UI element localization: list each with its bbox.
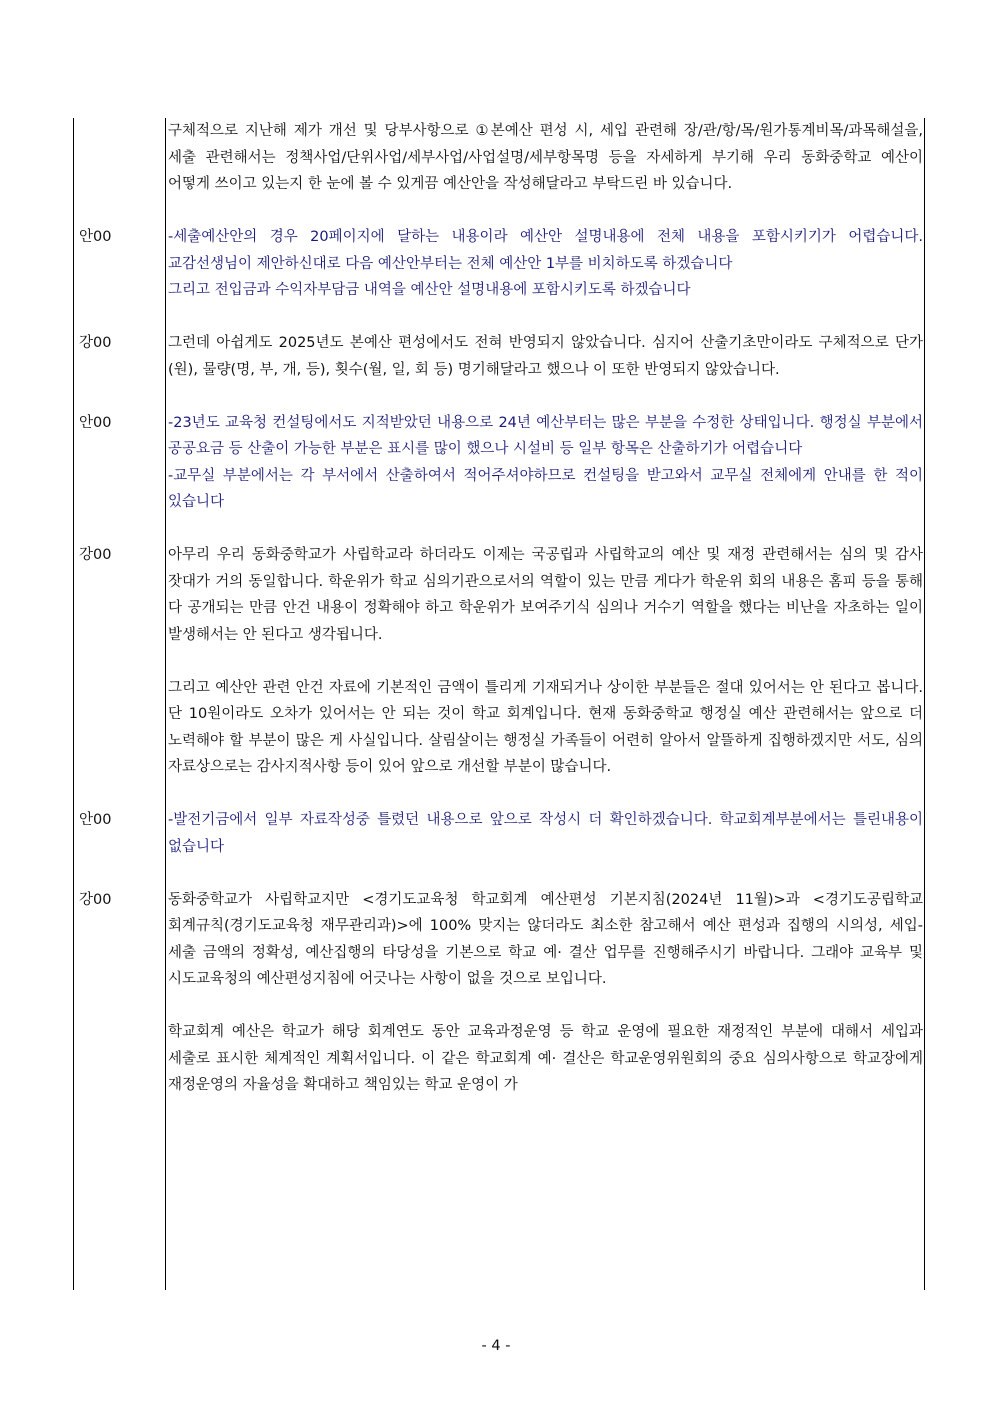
statement-paragraph: 그리고 예산안 관련 안건 자료에 기본적인 금액이 틀리게 기재되거나 상이한 부분들은 절대 있어서는 안 된다고 봅니다. 단 10원이라도 오차가 있어서는 안 되는 것이 학교 회계입니다. 현재 동화중학교 행정실 예산 관련해서는 앞으로 더 노력해야 할 부분이 많은 게 사실입니다. 살림살이는 행정실 가족들이 어련히 알아서 알뜰하게 집행하겠지만 서도, 심의 자료상으로는 감사지적사항 등이 있어 앞으로 개선할 부분이 많습니다.: [168, 679, 923, 775]
page-number: - 4 -: [481, 1338, 511, 1354]
statement-paragraph: [168, 648, 923, 675]
statement-paragraph: -세출예산안의 경우 20페이지에 달하는 내용이라 예산안 설명내용에 전체 내용을 포함시키기가 어렵습니다. 교감선생님이 제안하신대로 다음 예산안부터는 전체 예산안 1부를 비치하도록 하겠습니다: [168, 229, 923, 272]
statement-paragraph: 학교회계 예산은 학교가 해당 회계연도 동안 교육과정운영 등 학교 운영에 필요한 재정적인 부분에 대해서 세입과 세출로 표시한 체계적인 계획서입니다. 이 같은 학교회계 예· 결산은 학교운영위원회의 중요 심의사항으로 학교장에게 재정운영의 자율성을 확대하고 책임있는 학교 운영이 가: [168, 1024, 923, 1093]
statement-paragraph: 동화중학교가 사립학교지만 <경기도교육청 학교회계 예산편성 기본지침(2024년 11월)>과 <경기도공립학교 회계규칙(경기도교육청 재무관리과)>에 100% 맞지는 않더라도 최소한 참고해서 예산 편성과 집행의 시의성, 세입-세출 금액의 정확성, 예산집행의 타당성을 기본으로 학교 예· 결산 업무를 진행해주시기 바랍니다. 그래야 교육부 및 시도교육청의 예산편성지침에 어긋나는 사항이 없을 것으로 보입니다.: [168, 891, 923, 987]
speaker-label: [73, 118, 165, 198]
speaker-label: 강00: [79, 335, 112, 351]
statement-row: [73, 118, 925, 198]
statement-text: [165, 410, 925, 516]
statement-row: [73, 542, 925, 781]
statement-text: [165, 118, 925, 198]
statement-text: [165, 887, 925, 1099]
statement-text: [165, 330, 925, 383]
block-spacer: [73, 860, 925, 887]
statement-row: [73, 410, 925, 516]
statement-paragraph: -발전기금에서 일부 자료작성중 틀렸던 내용으로 앞으로 작성시 더 확인하겠습니다. 학교회계부분에서는 틀린내용이 없습니다: [168, 812, 923, 855]
statement-text: [165, 542, 925, 781]
speaker-label: 강00: [79, 891, 112, 908]
statement-row: [73, 330, 925, 383]
block-spacer: [73, 383, 925, 410]
statement-text: [165, 224, 925, 304]
block-spacer: [73, 781, 925, 808]
statement-paragraph: 구체적으로 지난해 제가 개선 및 당부사항으로 ①본예산 편성 시, 세입 관련해 장/관/항/목/원가통계비목/과목해설을, 세출 관련해서는 정책사업/단위사업/세부사업/사업설명/세부항목명 등을 자세하게 부기해 우리 동화중학교 예산이 어떻게 쓰이고 있는지 한 눈에 볼 수 있게끔 예산안을 작성해달라고 부탁드린 바 있습니다.: [168, 123, 923, 192]
speaker-label: 안00: [79, 414, 112, 431]
block-spacer: [73, 516, 925, 543]
statement-paragraph: [168, 993, 923, 1020]
statement-paragraph: 아무리 우리 동화중학교가 사립학교라 하더라도 이제는 국공립과 사립학교의 예산 및 재정 관련해서는 심의 및 감사 잣대가 거의 동일합니다. 학운위가 학교 심의기관으로서의 역할이 있는 만큼 게다가 학운위 회의 내용은 홈피 등을 통해 다 공개되는 만큼 안건 내용이 정확해야 하고 학운위가 보여주기식 심의나 거수기 역할을 했다는 비난을 자초하는 일이 발생해서는 안 된다고 생각됩니다.: [168, 547, 923, 643]
statement-row: [73, 807, 925, 860]
speaker-label: 안00: [79, 812, 112, 828]
statement-paragraph: 그런데 아쉽게도 2025년도 본예산 편성에서도 전혀 반영되지 않았습니다. 심지어 산출기초만이라도 구체적으로 단가(원), 물량(명, 부, 개, 등), 횟수(월, 일, 회 등) 명기해달라고 했으나 이 또한 반영되지 않았습니다.: [168, 335, 923, 378]
speaker-label: 강00: [79, 547, 112, 563]
statement-row: [73, 224, 925, 304]
statement-paragraph: 그리고 전입금과 수익자부담금 내역을 예산안 설명내용에 포함시키도록 하겠습니다: [168, 282, 691, 298]
statement-text: [165, 807, 925, 860]
block-spacer: [73, 304, 925, 331]
statement-row: [73, 887, 925, 1099]
block-spacer: [73, 198, 925, 225]
statement-paragraph: -23년도 교육청 컨설팅에서도 지적받았던 내용으로 24년 예산부터는 많은 부분을 수정한 상태입니다. 행정실 부분에서 공공요금 등 산출이 가능한 부분은 표시를 많이 했으나 시설비 등 일부 항목은 산출하기가 어렵습니다: [168, 414, 923, 457]
minutes-table: [73, 118, 925, 1099]
statement-paragraph: -교무실 부분에서는 각 부서에서 산출하여서 적어주셔야하므로 컨설팅을 받고와서 교무실 전체에게 안내를 한 적이 있습니다: [168, 467, 923, 510]
speaker-label: 안00: [79, 229, 112, 245]
